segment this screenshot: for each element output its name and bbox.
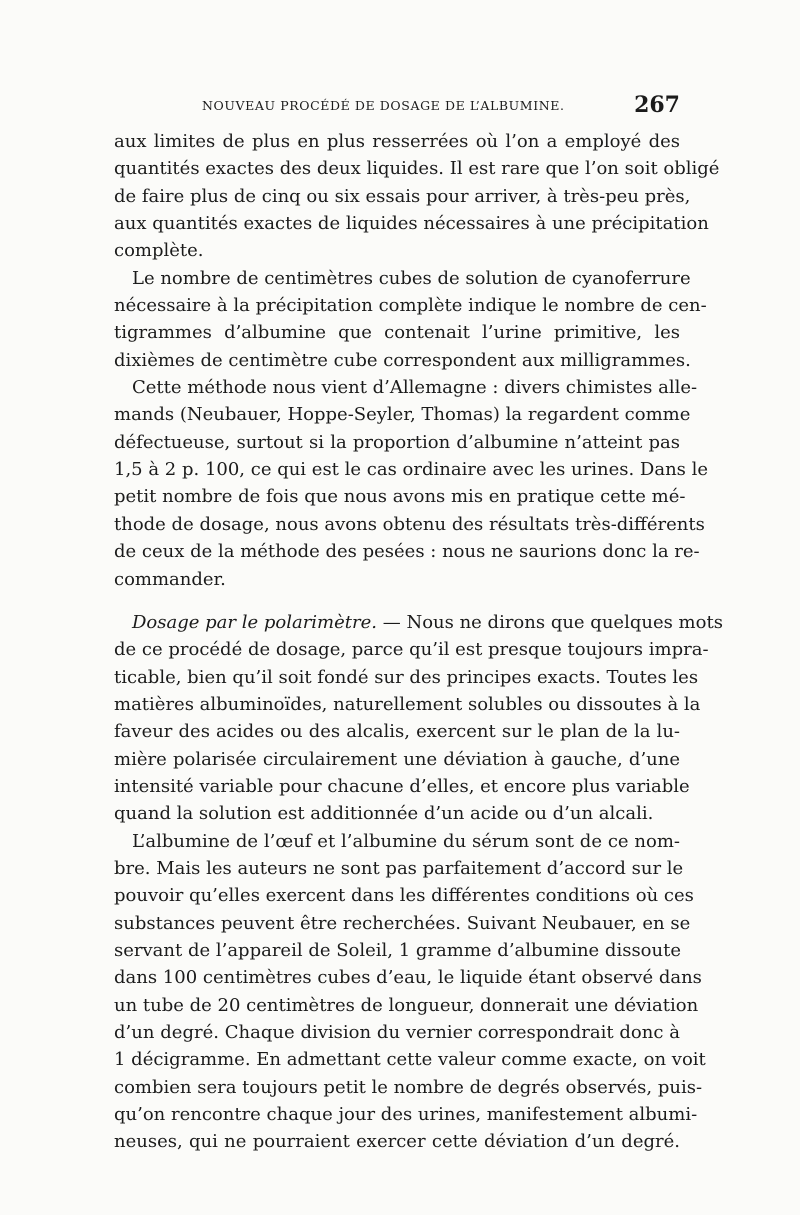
text-line: ticable, bien qu’il soit fondé sur des principes exacts. Toutes les (114, 666, 699, 688)
text-line: tigrammes d’albumine que contenait l’urine primitive, les (114, 322, 680, 344)
text-line: dixièmes de centimètre cube correspondent aux milligrammes. (114, 349, 691, 371)
text-line: thode de dosage, nous avons obtenu des résultats très-différents (114, 513, 705, 535)
text-line: aux limites de plus en plus resserrées où l’on a employé des (114, 131, 680, 152)
text-line: 1 décigramme. En admettant cette valeur comme exacte, on voit (114, 1049, 706, 1071)
paragraph (114, 128, 720, 265)
section-heading: Dosage par le polarimètre. (132, 611, 377, 633)
page-number: 267 (634, 92, 680, 118)
text-line: combien sera toujours petit le nombre de degrés observés, puis- (114, 1076, 703, 1098)
text-line: qu’on rencontre chaque jour des urines, manifestement albumi- (114, 1104, 698, 1126)
text-line: pouvoir qu’elles exercent dans les différentes conditions où ces (114, 885, 694, 907)
running-head (114, 92, 680, 122)
text-line: nécessaire à la précipitation complète indique le nombre de cen- (114, 295, 707, 317)
paragraph (114, 265, 707, 374)
paragraph (114, 828, 706, 1156)
text-line: bre. Mais les auteurs ne sont pas parfaitement d’accord sur le (114, 857, 684, 879)
section-heading-line (114, 609, 723, 636)
text-line: complète. (114, 240, 204, 262)
text-line: de ceux de la méthode des pesées : nous ne saurions donc la re- (114, 541, 700, 563)
text-line: servant de l’appareil de Soleil, 1 gramme d’albumine dissoute (114, 939, 681, 961)
text-line: substances peuvent être recherchées. Suivant Neubauer, en se (114, 912, 691, 934)
text-line: Cette méthode nous vient d’Allemagne : divers chimistes alle- (132, 377, 698, 399)
text-line: défectueuse, surtout si la proportion d’albumine n’atteint pas (114, 431, 680, 453)
section-polarimetre (114, 609, 723, 828)
body-text (114, 128, 723, 1156)
text-line: quand la solution est additionnée d’un acide ou d’un alcali. (114, 803, 654, 825)
text-line: un tube de 20 centimètres de longueur, donnerait une déviation (114, 994, 699, 1016)
text-line: L’albumine de l’œuf et l’albumine du sérum sont de ce nom- (132, 830, 680, 852)
text-line: de ce procédé de dosage, parce qu’il est presque toujours impra- (114, 639, 709, 661)
text-line: intensité variable pour chacune d’elles, et encore plus variable (114, 775, 690, 797)
text-line: mands (Neubauer, Hoppe-Seyler, Thomas) la regardent comme (114, 404, 691, 426)
text-line: 1,5 à 2 p. 100, ce qui est le cas ordinaire avec les urines. Dans le (114, 459, 709, 481)
text-line: quantités exactes des deux liquides. Il est rare que l’on soit obligé (114, 158, 720, 180)
text-line: faveur des acides ou des alcalis, exercent sur le plan de la lu- (114, 721, 680, 743)
text-line: matières albuminoïdes, naturellement solubles ou dissoutes à la (114, 693, 701, 715)
heading-line-rest: — Nous ne dirons que quelques mots (377, 611, 723, 633)
text-line: Le nombre de centimètres cubes de solution de cyanoferrure (132, 267, 691, 289)
paragraph (114, 374, 709, 593)
text-line: de faire plus de cinq ou six essais pour arriver, à très-peu près, (114, 185, 691, 207)
text-line: commander. (114, 568, 226, 590)
text-line: mière polarisée circulairement une déviation à gauche, d’une (114, 748, 680, 770)
text-line: dans 100 centimètres cubes d’eau, le liquide étant observé dans (114, 967, 702, 989)
text-line: d’un degré. Chaque division du vernier correspondrait donc à (114, 1022, 680, 1043)
running-title: NOUVEAU PROCÉDÉ DE DOSAGE DE L’ALBUMINE. (202, 98, 565, 113)
text-line: petit nombre de fois que nous avons mis en pratique cette mé- (114, 486, 686, 508)
text-line: neuses, qui ne pourraient exercer cette déviation d’un degré. (114, 1131, 680, 1153)
text-line: aux quantités exactes de liquides nécessaires à une précipitation (114, 213, 709, 235)
